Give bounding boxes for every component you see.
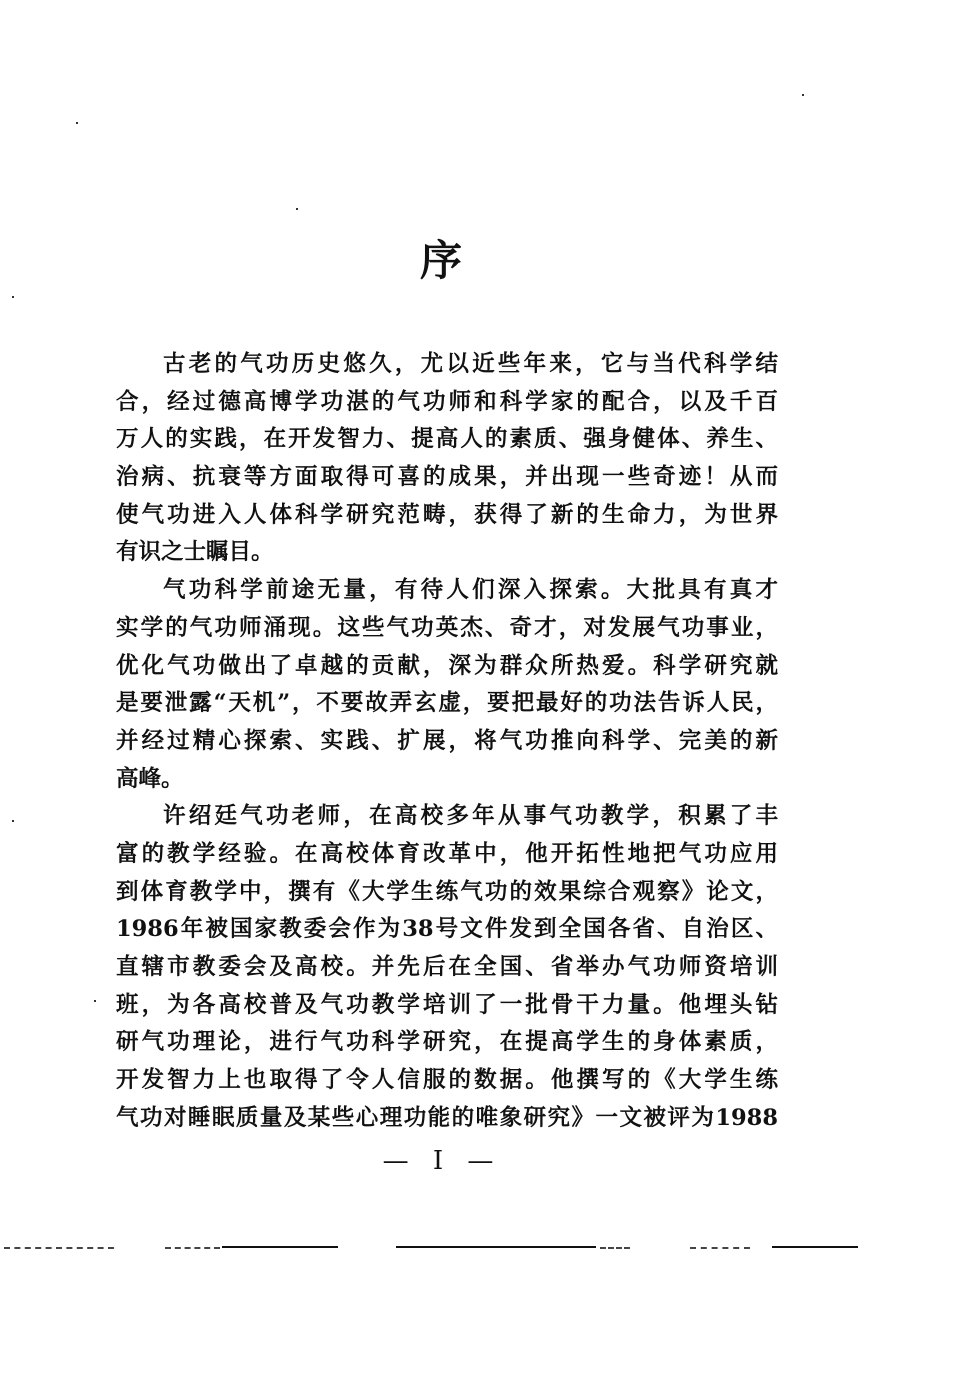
scan-artifact-line [165, 1247, 220, 1250]
text-line: 到体育教学中，撰有《大学生练气功的效果综合观察》论文， [116, 878, 778, 905]
text-line: 治病、抗衰等方面取得可喜的成果，并出现一些奇迹！从而 [116, 464, 778, 491]
text-line: 使气功进入人体科学研究范畴，获得了新的生命力，为世界 [116, 501, 778, 528]
text-line: 研气功理论，进行气功科学研究，在提高学生的身体素质， [116, 1029, 778, 1056]
scan-artifact-line [222, 1246, 338, 1248]
scan-artifact-line [600, 1247, 630, 1250]
text-line: 万人的实践，在开发智力、提高人的素质、强身健体、养生、 [116, 426, 778, 453]
text-line: 合，经过德高博学功湛的气功师和科学家的配合，以及千百 [116, 388, 778, 415]
text-line: 直辖市教委会及高校。并先后在全国、省举办气功师资培训 [116, 954, 778, 980]
text-line: 实学的气功师涌现。这些气功英杰、奇才，对发展气功事业， [116, 614, 778, 641]
text-line: 古老的气功历史悠久，尤以近些年来，它与当代科学结 [163, 351, 778, 377]
text-line: 是要泄露“天机”，不要故弄玄虚，要把最好的功法告诉人民， [116, 690, 778, 717]
text-line: 班，为各高校普及气功教学培训了一批骨干力量。他埋头钻 [116, 991, 778, 1018]
text-line: 许绍廷气功老师，在高校多年从事气功教学，积累了丰 [163, 803, 778, 830]
page-number: — I — [382, 1146, 502, 1176]
text-line: 气功对睡眠质量及某些心理功能的唯象研究》一文被评为1988 [116, 1104, 778, 1131]
scan-artifact-line [396, 1246, 596, 1248]
scan-speck [12, 820, 14, 822]
text-line: 开发智力上也取得了令人信服的数据。他撰写的《大学生练 [116, 1067, 778, 1094]
text-line: 并经过精心探索、实践、扩展，将气功推向科学、完美的新 [116, 727, 778, 754]
scan-artifact-line [690, 1247, 750, 1250]
body-text [116, 346, 778, 1137]
text-line: 优化气功做出了卓越的贡献，深为群众所热爱。科学研究就 [116, 652, 778, 679]
scan-speck [76, 122, 78, 124]
text-line: 气功科学前途无量，有待人们深入探索。大批具有真才 [163, 577, 778, 604]
scan-artifact-line [4, 1247, 114, 1250]
page-title: 序 [419, 236, 464, 285]
scan-speck [296, 208, 298, 210]
text-line: 有识之士瞩目。 [116, 539, 274, 566]
scan-speck [12, 296, 14, 298]
scan-artifact-line [772, 1246, 858, 1248]
text-line: 富的教学经验。在高校体育改革中，他开拓性地把气功应用 [116, 840, 778, 867]
text-line: 高峰。 [116, 765, 184, 792]
scan-speck [802, 94, 804, 96]
text-line: 1986年被国家教委会作为38号文件发到全国各省、自治区、 [116, 916, 778, 943]
scan-speck [94, 1000, 96, 1002]
